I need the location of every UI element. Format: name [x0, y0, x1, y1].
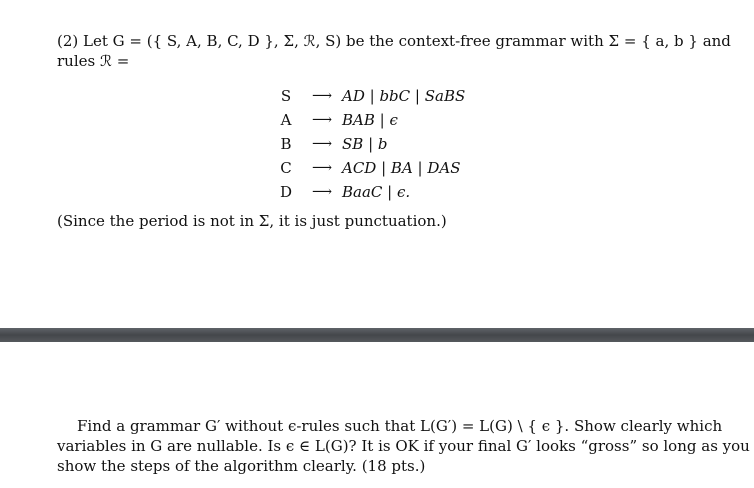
rule-rhs: BaaC | ϵ. — [342, 183, 411, 201]
question-line-2: variables in G are nullable. Is ϵ ∈ L(G)? It is OK if your final G′ looks “gross” so long as you — [57, 437, 750, 455]
question-line-1: Find a grammar G′ without ϵ-rules such that L(G′) = L(G) \ { ϵ }. Show clearly which — [77, 417, 723, 435]
rule-lhs: C — [280, 159, 292, 177]
right-arrow-icon: ⟶ — [311, 160, 333, 176]
grammar-rules — [270, 84, 465, 204]
intro-line-1: (2) Let G = ({ S, A, B, C, D }, Σ, ℛ, S) be the context-free grammar with Σ = { a, b } and — [57, 32, 731, 50]
rule-row — [270, 84, 465, 108]
rule-lhs: D — [279, 183, 293, 201]
rule-lhs: A — [280, 111, 292, 129]
rule-lhs: S — [280, 87, 292, 105]
rule-rhs: AD | bbC | SaBS — [342, 87, 466, 105]
problem-intro — [57, 31, 731, 71]
rule-row — [270, 156, 465, 180]
section-divider — [0, 328, 754, 342]
question-text — [57, 416, 750, 476]
rule-row — [270, 108, 465, 132]
rule-row — [270, 132, 465, 156]
right-arrow-icon: ⟶ — [311, 112, 333, 128]
rule-rhs: SB | b — [342, 135, 388, 153]
right-arrow-icon: ⟶ — [311, 184, 333, 200]
intro-line-2: rules ℛ = — [57, 52, 130, 70]
question-line-3: show the steps of the algorithm clearly. (18 pts.) — [57, 457, 426, 475]
rule-row — [270, 180, 465, 204]
rule-lhs: B — [280, 135, 292, 153]
punctuation-note: (Since the period is not in Σ, it is just punctuation.) — [57, 212, 447, 230]
rule-rhs: ACD | BA | DAS — [342, 159, 461, 177]
right-arrow-icon: ⟶ — [311, 88, 333, 104]
right-arrow-icon: ⟶ — [311, 136, 333, 152]
rule-rhs: BAB | ϵ — [342, 111, 398, 129]
